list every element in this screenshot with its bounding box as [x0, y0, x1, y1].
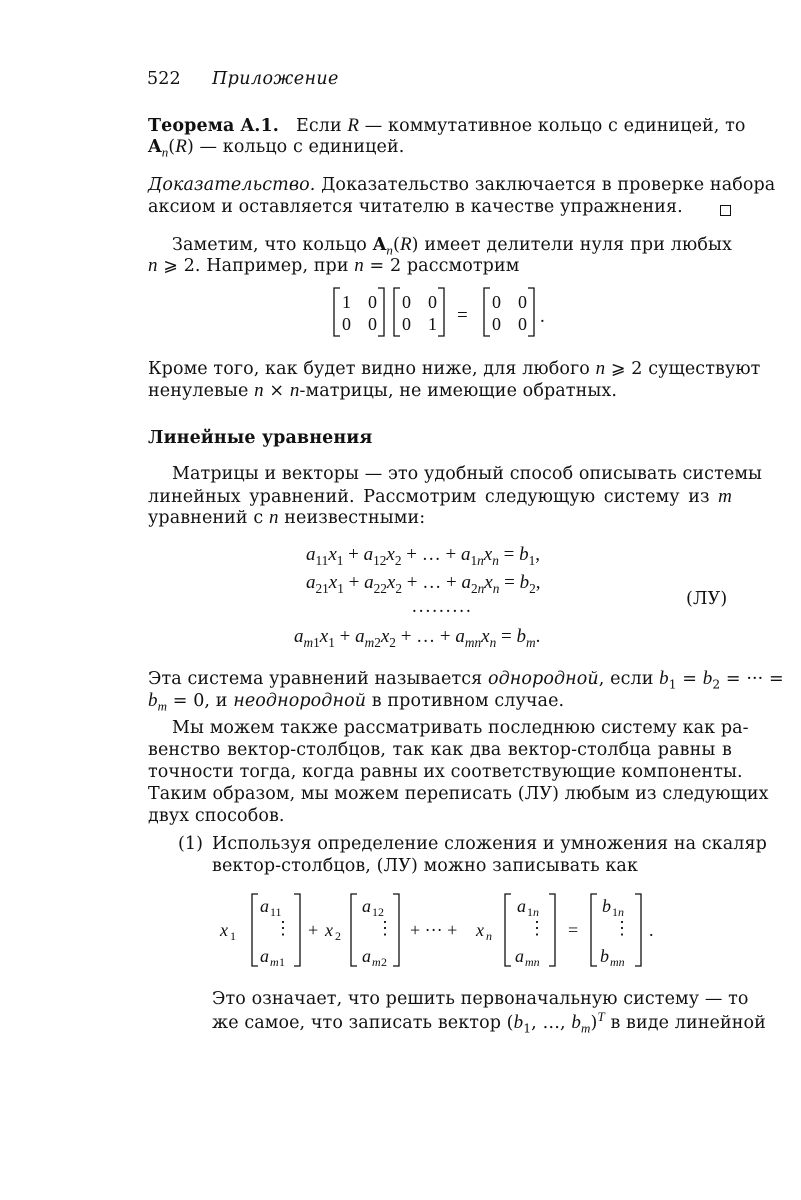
svg-text:⋮: ⋮: [528, 918, 546, 938]
svg-text:n: n: [533, 905, 539, 919]
homogeneous-line-1: Эта система уравнений называется однородной, если $b_1 = b_2$ = ··· =: [148, 668, 784, 692]
running-title: Приложение: [212, 69, 339, 89]
svg-text:+ ··· +: + ··· +: [410, 920, 458, 940]
svg-text:+: +: [308, 920, 319, 940]
svg-text:n: n: [486, 929, 492, 943]
matrix-right-12: 0: [428, 292, 437, 312]
list-item-marker: (1): [178, 834, 204, 854]
rewrite-line-2: венство вектор-столбцов, так как два вектор-столбца равны в: [148, 740, 732, 760]
section-title: Линейные уравнения: [148, 428, 373, 448]
svg-text:x: x: [325, 920, 333, 940]
svg-text:a: a: [362, 946, 371, 966]
theorem-line-1: Теорема A.1. Если R — коммутативное кольцо с единицей, то: [148, 115, 746, 136]
svg-text:n: n: [618, 905, 624, 919]
nonzero-line-2: ненулевые n × n-матрицы, не имеющие обратных.: [148, 380, 617, 401]
matrix-example: [320, 284, 560, 340]
matrix-equals: =: [457, 305, 468, 326]
svg-text:m: m: [270, 955, 279, 969]
matrix-right-22: 1: [428, 314, 437, 334]
qed-box-icon: [720, 201, 731, 220]
meaning-line-2: же самое, что записать вектор ($b_1$, …, $b_m)^T$ в виде линейной: [212, 1009, 766, 1036]
svg-text:a: a: [515, 946, 524, 966]
rewrite-line-5: двух способов.: [148, 806, 285, 826]
svg-text:=: =: [568, 920, 579, 940]
proof-label: Доказательство.: [148, 175, 316, 195]
zero-divisors-line-1: Заметим, что кольцо $A_n(R)$ имеет делители нуля при любых: [172, 234, 732, 258]
systems-line-1: Матрицы и векторы — это удобный способ описывать системы: [172, 464, 763, 484]
meaning-line-1: Это означает, что решить первоначальную систему — то: [212, 989, 749, 1009]
list-item-line-2: вектор-столбцов, (ЛУ) можно записывать как: [212, 856, 638, 876]
svg-text:a: a: [362, 896, 371, 916]
matrix-result-11: 0: [492, 292, 501, 312]
svg-text:b: b: [602, 896, 611, 916]
matrix-left-21: 0: [342, 314, 351, 334]
rewrite-line-4: Таким образом, мы можем переписать (ЛУ) любым из следующих: [148, 784, 769, 804]
proof-line-2: аксиом и оставляется читателю в качестве упражнения.: [148, 197, 683, 217]
system-tag: (ЛУ): [686, 589, 728, 609]
rewrite-line-1: Мы можем также рассматривать последнюю систему как ра-: [172, 718, 749, 738]
matrix-result-12: 0: [518, 292, 527, 312]
zero-divisors-line-2: n ⩾ 2. Например, при n = 2 рассмотрим: [148, 255, 520, 276]
svg-text:2: 2: [335, 929, 341, 943]
theorem-line-2: $A_n(R)$ — кольцо с единицей.: [148, 136, 405, 160]
page-number: 522: [147, 69, 181, 89]
svg-text:1: 1: [612, 905, 618, 919]
svg-text:a: a: [517, 896, 526, 916]
systems-line-3: уравнений с n неизвестными:: [148, 507, 426, 528]
svg-text:2: 2: [381, 955, 387, 969]
svg-text:m: m: [372, 955, 381, 969]
rewrite-line-3: точности тогда, когда равны их соответствующие компоненты.: [148, 762, 743, 782]
svg-text:b: b: [600, 946, 609, 966]
matrix-right-21: 0: [402, 314, 411, 334]
var-n: n: [268, 507, 279, 528]
svg-text:x: x: [476, 920, 484, 940]
vector-equation: [212, 890, 672, 970]
svg-text:12: 12: [372, 905, 384, 919]
systems-line-2: линейных уравнений. Рассмотрим следующую систему из m: [148, 486, 732, 507]
matrix-left-11: 1: [342, 292, 351, 312]
svg-text:1: 1: [279, 955, 285, 969]
matrix-end-period: .: [540, 306, 545, 327]
system-equation-1: $a_{11}x_1 + a_{12}x_2$ + … + $a_{1n}x_n = b_1$,: [306, 544, 540, 568]
matrix-result-22: 0: [518, 314, 527, 334]
svg-text:1: 1: [230, 929, 236, 943]
svg-text:⋮: ⋮: [376, 918, 394, 938]
proof-line-1: Доказательство. Доказательство заключается в проверке набора: [148, 175, 776, 195]
var-m: m: [718, 486, 732, 507]
svg-text:mn: mn: [610, 955, 625, 969]
list-item-line-1: Используя определение сложения и умножения на скаляр: [212, 834, 767, 854]
svg-text:⋮: ⋮: [274, 918, 292, 938]
svg-text:x: x: [220, 920, 228, 940]
system-equation-3: $a_{m1}x_1 + a_{m2}x_2$ + … + $a_{mn}x_n = b_m$.: [294, 626, 541, 650]
theorem-label: Теорема A.1.: [148, 116, 279, 136]
svg-text:a: a: [260, 896, 269, 916]
svg-text:⋮: ⋮: [613, 918, 631, 938]
matrix-result-21: 0: [492, 314, 501, 334]
homogeneous-line-2: $b_m = 0$, и неоднородной в противном случае.: [148, 690, 565, 714]
svg-text:mn: mn: [525, 955, 540, 969]
matrix-left-22: 0: [368, 314, 377, 334]
nonzero-line-1: Кроме того, как будет видно ниже, для любого n ⩾ 2 существуют: [148, 358, 761, 379]
system-equation-2: $a_{21}x_1 + a_{22}x_2$ + … + $a_{2n}x_n = b_2$,: [306, 572, 541, 596]
matrix-left-12: 0: [368, 292, 377, 312]
matrix-right-11: 0: [402, 292, 411, 312]
svg-text:a: a: [260, 946, 269, 966]
svg-text:11: 11: [270, 905, 282, 919]
svg-text:1: 1: [527, 905, 533, 919]
system-dots: .........: [412, 596, 473, 617]
svg-text:.: .: [649, 920, 654, 940]
